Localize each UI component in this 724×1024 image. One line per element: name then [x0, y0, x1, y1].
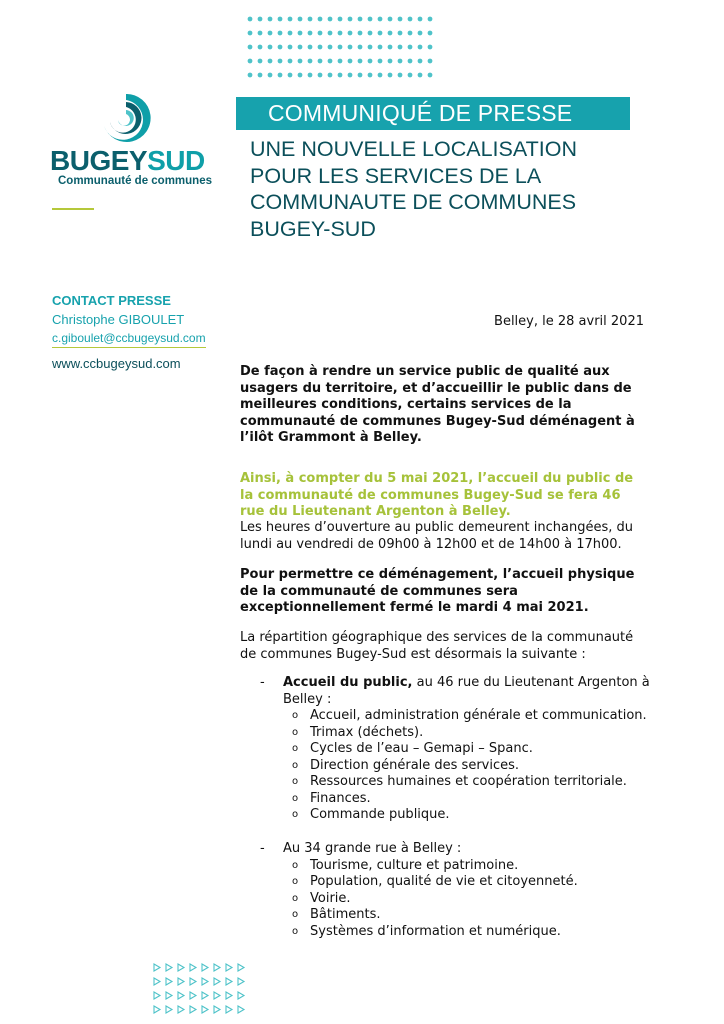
list-item: o Bâtiments. — [292, 907, 381, 922]
service-list — [260, 858, 650, 941]
bugeysud-logo — [0, 0, 212, 187]
decorative-dot-pattern — [245, 14, 435, 82]
press-release-banner — [236, 97, 630, 130]
press-release-label: COMMUNIQUÉ DE PRESSE — [268, 100, 573, 126]
headline-line: BUGEY-SUD — [250, 216, 376, 241]
headline-line: COMMUNAUTE DE COMMUNES — [250, 190, 577, 214]
list-item: o Ressources humaines et coopération territoriale. — [292, 774, 627, 789]
closure-paragraph: Pour permettre ce déménagement, l’accueil physique de la communauté de communes sera exceptionnellement fermé le mardi 4 mai 2021. — [240, 567, 635, 615]
contact-title: CONTACT PRESSE — [52, 293, 171, 308]
list-item: o Commande publique. — [292, 807, 450, 822]
intro-paragraph: De façon à rendre un service public de qualité aux usagers du territoire, et d’accueillir le public dans de meilleures conditions, certains services de la communauté de communes Bugey-Sud déménagent à l’ilôt Grammont à Belley. — [240, 364, 635, 445]
list-item: o Tourisme, culture et patrimoine. — [292, 857, 519, 873]
logo-subtitle: Communauté de communes — [58, 175, 212, 187]
decorative-triangle-pattern — [150, 960, 250, 1020]
dateline: Belley, le 28 avril 2021 — [494, 314, 644, 329]
site-heading: Au 34 grande rue à Belley : — [283, 841, 462, 856]
service-list — [260, 708, 650, 824]
dash-marker: - — [260, 841, 265, 856]
list-item: o Cycles de l’eau – Gemapi – Spanc. — [292, 741, 533, 756]
site-grande-rue — [260, 841, 650, 940]
list-item: o Accueil, administration générale et communication. — [292, 708, 647, 723]
site-accueil — [260, 675, 650, 824]
highlight-paragraph: Ainsi, à compter du 5 mai 2021, l’accueil du public de la communauté de communes Bugey-Sud se fera 46 rue du Lieutenant Argenton à Belley. — [240, 471, 634, 519]
contact-email-link[interactable]: c.giboulet@ccbugeysud.com — [52, 331, 206, 348]
list-item: o Voirie. — [292, 890, 351, 906]
list-item: o Population, qualité de vie et citoyenneté. — [292, 874, 578, 889]
contact-website-link[interactable]: www.ccbugeysud.com — [52, 356, 181, 371]
repartition-paragraph: La répartition géographique des services de la communauté de communes Bugey-Sud est désormais la suivante : — [240, 630, 634, 662]
logo-wordmark: BUGEYSUD — [50, 145, 205, 176]
dash-marker: - — [260, 675, 265, 690]
site-heading: Accueil du public, au 46 rue du Lieutenant Argenton à Belley : — [283, 675, 650, 707]
press-contact — [52, 293, 232, 371]
hours-paragraph: Les heures d’ouverture au public demeurent inchangées, du lundi au vendredi de 09h00 à 12h00 et de 14h00 à 17h00. — [240, 520, 633, 552]
headline-line: POUR LES SERVICES DE LA — [250, 163, 542, 188]
logo-divider — [52, 208, 94, 210]
list-item: o Finances. — [292, 790, 371, 806]
logo-swirl-icon — [100, 92, 152, 144]
list-item: o Direction générale des services. — [292, 757, 520, 773]
headline-line: UNE NOUVELLE LOCALISATION — [250, 137, 577, 161]
headline — [250, 136, 630, 242]
list-item: o Trimax (déchets). — [292, 724, 424, 740]
list-item: o Systèmes d’information et numérique. — [292, 923, 561, 939]
contact-name: Christophe GIBOULET — [52, 312, 185, 327]
